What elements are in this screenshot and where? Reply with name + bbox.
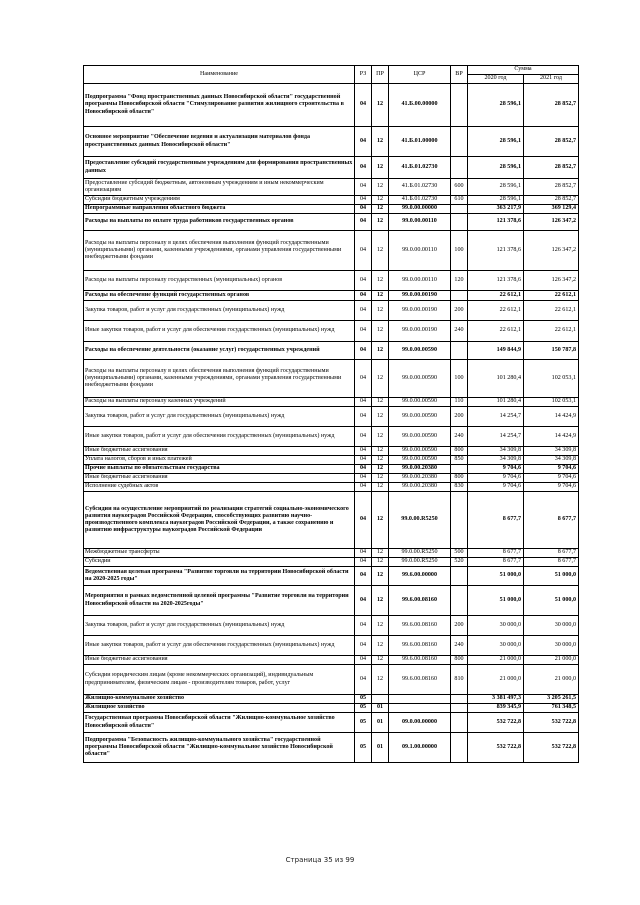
cell-csr: 99.0.00.00590 bbox=[389, 427, 451, 447]
cell-vr: 600 bbox=[451, 179, 468, 196]
cell-sum-2020: 34 309,8 bbox=[468, 456, 524, 465]
cell-rz: 04 bbox=[355, 84, 372, 127]
cell-sum-2020: 28 596,1 bbox=[468, 84, 524, 127]
cell-vr: 800 bbox=[451, 656, 468, 665]
cell-pr: 12 bbox=[372, 205, 389, 214]
table-row bbox=[84, 127, 579, 157]
cell-name: Исполнение судебных актов bbox=[84, 483, 355, 492]
cell-sum-2021: 102 053,1 bbox=[524, 360, 579, 398]
cell-name: Иные закупки товаров, работ и услуг для обеспечения государственных (муниципальных) нужд bbox=[84, 427, 355, 447]
cell-pr: 12 bbox=[372, 179, 389, 196]
table-row bbox=[84, 492, 579, 549]
cell-name: Прочие выплаты по обязательствам государства bbox=[84, 465, 355, 474]
cell-sum-2020: 28 596,1 bbox=[468, 179, 524, 196]
cell-pr: 12 bbox=[372, 321, 389, 342]
cell-name: Иные закупки товаров, работ и услуг для обеспечения государственных (муниципальных) нужд bbox=[84, 636, 355, 656]
cell-sum-2021: 532 722,8 bbox=[524, 733, 579, 763]
cell-csr: 99.0.00.00590 bbox=[389, 398, 451, 407]
table-row bbox=[84, 586, 579, 616]
cell-rz: 04 bbox=[355, 465, 372, 474]
cell-name: Уплата налогов, сборов и иных платежей bbox=[84, 456, 355, 465]
cell-sum-2021: 102 053,1 bbox=[524, 398, 579, 407]
cell-rz: 04 bbox=[355, 656, 372, 665]
cell-sum-2021: 30 000,0 bbox=[524, 636, 579, 656]
cell-csr: 99.0.00.00110 bbox=[389, 231, 451, 271]
header-sum: Сумма bbox=[468, 66, 579, 75]
cell-sum-2020: 3 381 497,3 bbox=[468, 695, 524, 704]
page-footer: Страница 35 из 99 bbox=[285, 856, 355, 864]
table-row bbox=[84, 427, 579, 447]
header-pr: ПР bbox=[372, 66, 389, 84]
cell-vr bbox=[451, 465, 468, 474]
cell-sum-2021: 28 852,7 bbox=[524, 157, 579, 179]
cell-name: Расходы на выплаты персоналу государственных (муниципальных) органов bbox=[84, 271, 355, 291]
cell-vr bbox=[451, 695, 468, 704]
cell-vr: 200 bbox=[451, 301, 468, 321]
cell-csr: 41.Б.01.02730 bbox=[389, 157, 451, 179]
cell-pr: 12 bbox=[372, 465, 389, 474]
cell-name: Закупка товаров, работ и услуг для государственных (муниципальных) нужд bbox=[84, 616, 355, 636]
cell-csr: 99.0.00.20380 bbox=[389, 483, 451, 492]
cell-csr: 99.0.00.20380 bbox=[389, 465, 451, 474]
cell-csr: 99.6.00.08160 bbox=[389, 616, 451, 636]
cell-rz: 04 bbox=[355, 427, 372, 447]
cell-sum-2021: 9 704,6 bbox=[524, 483, 579, 492]
cell-pr: 12 bbox=[372, 447, 389, 456]
table-row bbox=[84, 665, 579, 695]
cell-rz: 05 bbox=[355, 695, 372, 704]
cell-sum-2021: 21 000,0 bbox=[524, 665, 579, 695]
cell-csr: 99.0.00.00590 bbox=[389, 360, 451, 398]
cell-sum-2021: 369 129,4 bbox=[524, 205, 579, 214]
cell-sum-2020: 839 345,9 bbox=[468, 704, 524, 713]
cell-name: Жилищное хозяйство bbox=[84, 704, 355, 713]
table-row bbox=[84, 567, 579, 586]
cell-pr: 12 bbox=[372, 196, 389, 205]
cell-pr: 12 bbox=[372, 127, 389, 157]
table-row bbox=[84, 271, 579, 291]
cell-sum-2021: 8 677,7 bbox=[524, 549, 579, 558]
table-row bbox=[84, 291, 579, 301]
table-row bbox=[84, 549, 579, 558]
cell-sum-2021: 126 347,2 bbox=[524, 271, 579, 291]
cell-sum-2020: 51 000,0 bbox=[468, 586, 524, 616]
cell-rz: 04 bbox=[355, 549, 372, 558]
cell-name: Субсидии bbox=[84, 558, 355, 567]
cell-vr: 200 bbox=[451, 616, 468, 636]
cell-rz: 04 bbox=[355, 558, 372, 567]
cell-sum-2021: 28 852,7 bbox=[524, 196, 579, 205]
cell-vr: 500 bbox=[451, 549, 468, 558]
cell-sum-2021: 14 424,9 bbox=[524, 427, 579, 447]
cell-csr: 99.0.00.00190 bbox=[389, 301, 451, 321]
cell-sum-2021: 21 000,0 bbox=[524, 656, 579, 665]
cell-pr: 12 bbox=[372, 558, 389, 567]
cell-name: Подпрограмма "Безопасность жилищно-коммунального хозяйства" государственной программы Новосибирской области "Жилищно-коммунальное хозяйство Новосибирской области" bbox=[84, 733, 355, 763]
cell-csr: 41.Б.01.02730 bbox=[389, 179, 451, 196]
cell-pr: 12 bbox=[372, 474, 389, 483]
cell-vr: 110 bbox=[451, 398, 468, 407]
cell-csr: 99.6.00.00000 bbox=[389, 567, 451, 586]
cell-vr bbox=[451, 84, 468, 127]
table-row bbox=[84, 456, 579, 465]
cell-pr: 12 bbox=[372, 636, 389, 656]
cell-sum-2020: 101 280,4 bbox=[468, 360, 524, 398]
cell-csr: 99.6.00.08160 bbox=[389, 636, 451, 656]
cell-rz: 04 bbox=[355, 301, 372, 321]
cell-pr: 12 bbox=[372, 586, 389, 616]
cell-sum-2021: 14 424,9 bbox=[524, 407, 579, 427]
table-row bbox=[84, 157, 579, 179]
cell-name: Иные бюджетные ассигнования bbox=[84, 447, 355, 456]
cell-name: Закупка товаров, работ и услуг для государственных (муниципальных) нужд bbox=[84, 407, 355, 427]
cell-sum-2020: 14 254,7 bbox=[468, 407, 524, 427]
cell-sum-2021: 3 205 261,5 bbox=[524, 695, 579, 704]
cell-sum-2020: 8 677,7 bbox=[468, 558, 524, 567]
header-year-2020: 2020 год bbox=[468, 75, 524, 84]
cell-sum-2021: 28 852,7 bbox=[524, 127, 579, 157]
table-row bbox=[84, 636, 579, 656]
cell-sum-2021: 34 309,8 bbox=[524, 456, 579, 465]
cell-name: Расходы на выплаты персоналу казенных учреждений bbox=[84, 398, 355, 407]
table-row bbox=[84, 558, 579, 567]
cell-csr: 99.0.00.00190 bbox=[389, 321, 451, 342]
cell-pr: 12 bbox=[372, 342, 389, 360]
cell-pr: 12 bbox=[372, 301, 389, 321]
cell-name: Иные закупки товаров, работ и услуг для обеспечения государственных (муниципальных) нужд bbox=[84, 321, 355, 342]
cell-sum-2020: 9 704,6 bbox=[468, 465, 524, 474]
table-row bbox=[84, 704, 579, 713]
cell-vr: 610 bbox=[451, 196, 468, 205]
cell-pr: 12 bbox=[372, 656, 389, 665]
cell-name: Основное мероприятие "Обеспечение ведения и актуализации материалов фонда пространственных данных Новосибирской области" bbox=[84, 127, 355, 157]
cell-csr: 41.Б.01.02730 bbox=[389, 196, 451, 205]
cell-pr bbox=[372, 695, 389, 704]
cell-vr bbox=[451, 291, 468, 301]
cell-name: Государственная программа Новосибирской области "Жилищно-коммунальное хозяйство Новосибирской области" bbox=[84, 713, 355, 733]
cell-csr: 99.0.00.20380 bbox=[389, 474, 451, 483]
cell-rz: 04 bbox=[355, 567, 372, 586]
table-row bbox=[84, 713, 579, 733]
table-header bbox=[84, 66, 579, 84]
table-row bbox=[84, 447, 579, 456]
header-vr: ВР bbox=[451, 66, 468, 84]
cell-vr: 240 bbox=[451, 636, 468, 656]
cell-sum-2021: 126 347,2 bbox=[524, 231, 579, 271]
cell-pr: 12 bbox=[372, 407, 389, 427]
cell-sum-2020: 28 596,1 bbox=[468, 157, 524, 179]
cell-csr: 99.6.00.08160 bbox=[389, 665, 451, 695]
cell-rz: 04 bbox=[355, 447, 372, 456]
cell-csr: 99.0.00.00000 bbox=[389, 205, 451, 214]
cell-csr: 99.0.00.R5250 bbox=[389, 549, 451, 558]
cell-name: Расходы на выплаты по оплате труда работников государственных органов bbox=[84, 214, 355, 231]
cell-pr: 12 bbox=[372, 616, 389, 636]
cell-pr: 12 bbox=[372, 549, 389, 558]
cell-sum-2021: 150 787,8 bbox=[524, 342, 579, 360]
cell-sum-2021: 28 852,7 bbox=[524, 179, 579, 196]
cell-csr: 99.6.00.08160 bbox=[389, 586, 451, 616]
table-row bbox=[84, 695, 579, 704]
table-row bbox=[84, 205, 579, 214]
cell-rz: 04 bbox=[355, 179, 372, 196]
cell-vr bbox=[451, 127, 468, 157]
cell-name: Иные бюджетные ассигнования bbox=[84, 656, 355, 665]
cell-sum-2020: 22 612,1 bbox=[468, 321, 524, 342]
cell-sum-2020: 363 217,9 bbox=[468, 205, 524, 214]
table-row bbox=[84, 301, 579, 321]
table-row bbox=[84, 474, 579, 483]
cell-rz: 05 bbox=[355, 713, 372, 733]
table-row bbox=[84, 321, 579, 342]
cell-rz: 04 bbox=[355, 636, 372, 656]
cell-name: Ведомственная целевая программа "Развитие торговли на территории Новосибирской области на 2020-2025 годы" bbox=[84, 567, 355, 586]
cell-vr: 240 bbox=[451, 321, 468, 342]
cell-sum-2020: 532 722,8 bbox=[468, 713, 524, 733]
cell-name: Межбюджетные трансферты bbox=[84, 549, 355, 558]
cell-pr: 01 bbox=[372, 733, 389, 763]
cell-sum-2021: 532 722,8 bbox=[524, 713, 579, 733]
header-year-2021: 2021 год bbox=[524, 75, 579, 84]
cell-vr: 120 bbox=[451, 271, 468, 291]
cell-sum-2020: 51 000,0 bbox=[468, 567, 524, 586]
cell-sum-2020: 121 378,6 bbox=[468, 214, 524, 231]
cell-sum-2020: 21 000,0 bbox=[468, 665, 524, 695]
table-row bbox=[84, 342, 579, 360]
cell-pr: 12 bbox=[372, 483, 389, 492]
table-row bbox=[84, 196, 579, 205]
cell-name: Иные бюджетные ассигнования bbox=[84, 474, 355, 483]
cell-rz: 04 bbox=[355, 456, 372, 465]
cell-rz: 04 bbox=[355, 214, 372, 231]
cell-sum-2020: 22 612,1 bbox=[468, 291, 524, 301]
cell-vr: 240 bbox=[451, 427, 468, 447]
cell-pr: 12 bbox=[372, 427, 389, 447]
cell-csr: 41.Б.00.00000 bbox=[389, 84, 451, 127]
cell-rz: 04 bbox=[355, 616, 372, 636]
cell-name: Расходы на выплаты персоналу в целях обеспечения выполнения функций государственными (муниципальными) органами, казенными учреждениями, органами управления государственными внебюджетными фондами bbox=[84, 360, 355, 398]
cell-sum-2020: 30 000,0 bbox=[468, 636, 524, 656]
cell-sum-2021: 126 347,2 bbox=[524, 214, 579, 231]
table-row bbox=[84, 407, 579, 427]
cell-rz: 05 bbox=[355, 733, 372, 763]
header-rz: РЗ bbox=[355, 66, 372, 84]
cell-sum-2020: 9 704,6 bbox=[468, 474, 524, 483]
cell-sum-2020: 9 704,6 bbox=[468, 483, 524, 492]
cell-sum-2021: 8 677,7 bbox=[524, 492, 579, 549]
cell-sum-2021: 9 704,6 bbox=[524, 465, 579, 474]
cell-pr: 12 bbox=[372, 567, 389, 586]
cell-sum-2021: 28 852,7 bbox=[524, 84, 579, 127]
cell-pr: 12 bbox=[372, 291, 389, 301]
cell-vr: 800 bbox=[451, 447, 468, 456]
cell-pr: 12 bbox=[372, 492, 389, 549]
cell-csr: 99.6.00.08160 bbox=[389, 656, 451, 665]
cell-vr: 520 bbox=[451, 558, 468, 567]
cell-name: Субсидии юридическим лицам (кроме некоммерческих организаций), индивидуальным предпринимателям, физическим лицам - производителям товаров, работ, услуг bbox=[84, 665, 355, 695]
cell-sum-2020: 14 254,7 bbox=[468, 427, 524, 447]
table-row bbox=[84, 398, 579, 407]
cell-pr: 01 bbox=[372, 713, 389, 733]
cell-pr: 12 bbox=[372, 214, 389, 231]
header-name: Наименование bbox=[84, 66, 355, 84]
cell-sum-2020: 8 677,7 bbox=[468, 492, 524, 549]
cell-csr: 99.0.00.R5250 bbox=[389, 558, 451, 567]
cell-sum-2021: 22 612,1 bbox=[524, 291, 579, 301]
cell-name: Расходы на обеспечение деятельности (оказание услуг) государственных учреждений bbox=[84, 342, 355, 360]
cell-csr: 99.0.00.00590 bbox=[389, 456, 451, 465]
cell-name: Субсидии на осуществление мероприятий по реализации стратегий социально-экономического развития наукоградов Российской Федерации, способствующих развитию научно-производственного комплекса наукоградов Российской Федерации, а также сохранению и развитию инфраструктуры наукоградов Российской Федерации bbox=[84, 492, 355, 549]
cell-rz: 04 bbox=[355, 291, 372, 301]
cell-pr: 12 bbox=[372, 231, 389, 271]
cell-sum-2020: 21 000,0 bbox=[468, 656, 524, 665]
cell-pr: 12 bbox=[372, 360, 389, 398]
cell-csr: 99.0.00.00190 bbox=[389, 291, 451, 301]
table-row bbox=[84, 656, 579, 665]
table-row bbox=[84, 214, 579, 231]
cell-csr bbox=[389, 704, 451, 713]
cell-rz: 04 bbox=[355, 586, 372, 616]
cell-name: Подпрограмма "Фонд пространственных данных Новосибирской области" государственной программы Новосибирской области "Стимулирование развития жилищного строительства в Новосибирской области" bbox=[84, 84, 355, 127]
cell-name: Расходы на обеспечение функций государственных органов bbox=[84, 291, 355, 301]
cell-rz: 04 bbox=[355, 205, 372, 214]
header-csr: ЦСР bbox=[389, 66, 451, 84]
cell-name: Субсидии бюджетным учреждениям bbox=[84, 196, 355, 205]
cell-rz: 04 bbox=[355, 407, 372, 427]
cell-vr: 810 bbox=[451, 665, 468, 695]
cell-csr: 09.0.00.00000 bbox=[389, 713, 451, 733]
cell-vr bbox=[451, 205, 468, 214]
cell-sum-2021: 22 612,1 bbox=[524, 301, 579, 321]
cell-sum-2021: 22 612,1 bbox=[524, 321, 579, 342]
cell-rz: 04 bbox=[355, 492, 372, 549]
cell-vr: 200 bbox=[451, 407, 468, 427]
cell-pr: 12 bbox=[372, 665, 389, 695]
cell-vr bbox=[451, 342, 468, 360]
cell-rz: 04 bbox=[355, 342, 372, 360]
cell-rz: 04 bbox=[355, 360, 372, 398]
cell-csr: 99.0.00.00110 bbox=[389, 271, 451, 291]
cell-rz: 04 bbox=[355, 474, 372, 483]
cell-vr bbox=[451, 713, 468, 733]
cell-rz: 04 bbox=[355, 157, 372, 179]
cell-rz: 04 bbox=[355, 665, 372, 695]
table-row bbox=[84, 465, 579, 474]
cell-sum-2020: 28 596,1 bbox=[468, 127, 524, 157]
cell-pr: 12 bbox=[372, 84, 389, 127]
cell-rz: 04 bbox=[355, 321, 372, 342]
cell-sum-2021: 761 348,5 bbox=[524, 704, 579, 713]
cell-sum-2021: 51 000,0 bbox=[524, 567, 579, 586]
cell-vr bbox=[451, 492, 468, 549]
cell-csr: 09.1.00.00000 bbox=[389, 733, 451, 763]
cell-vr: 800 bbox=[451, 474, 468, 483]
cell-name: Мероприятия в рамках ведомственной целевой программы "Развитие торговли на территории Новосибирской области на 2020-2025годы" bbox=[84, 586, 355, 616]
cell-sum-2021: 8 677,7 bbox=[524, 558, 579, 567]
table-row bbox=[84, 733, 579, 763]
cell-rz: 04 bbox=[355, 483, 372, 492]
cell-sum-2020: 121 378,6 bbox=[468, 231, 524, 271]
cell-rz: 05 bbox=[355, 704, 372, 713]
cell-vr bbox=[451, 214, 468, 231]
cell-sum-2021: 34 309,8 bbox=[524, 447, 579, 456]
cell-rz: 04 bbox=[355, 271, 372, 291]
cell-csr: 99.0.00.00110 bbox=[389, 214, 451, 231]
cell-name: Расходы на выплаты персоналу в целях обеспечения выполнения функций государственными (муниципальными) органами, казенными учреждениями, органами управления государственными внебюджетными фондами bbox=[84, 231, 355, 271]
cell-rz: 04 bbox=[355, 231, 372, 271]
cell-sum-2020: 22 612,1 bbox=[468, 301, 524, 321]
cell-vr: 850 bbox=[451, 456, 468, 465]
cell-sum-2021: 51 000,0 bbox=[524, 586, 579, 616]
cell-name: Закупка товаров, работ и услуг для государственных (муниципальных) нужд bbox=[84, 301, 355, 321]
table-row bbox=[84, 483, 579, 492]
cell-vr: 830 bbox=[451, 483, 468, 492]
cell-name: Непрограммные направления областного бюджета bbox=[84, 205, 355, 214]
cell-sum-2020: 532 722,8 bbox=[468, 733, 524, 763]
cell-csr: 99.0.00.R5250 bbox=[389, 492, 451, 549]
cell-rz: 04 bbox=[355, 127, 372, 157]
cell-pr: 12 bbox=[372, 271, 389, 291]
table-row bbox=[84, 84, 579, 127]
table-row bbox=[84, 616, 579, 636]
cell-csr bbox=[389, 695, 451, 704]
cell-pr: 12 bbox=[372, 456, 389, 465]
cell-vr bbox=[451, 157, 468, 179]
cell-name: Предоставление субсидий бюджетным, автономным учреждениям и иным некоммерческим организациям bbox=[84, 179, 355, 196]
cell-sum-2020: 34 309,8 bbox=[468, 447, 524, 456]
budget-table bbox=[83, 65, 579, 763]
cell-sum-2020: 28 596,1 bbox=[468, 196, 524, 205]
cell-sum-2020: 149 844,9 bbox=[468, 342, 524, 360]
cell-csr: 99.0.00.00590 bbox=[389, 342, 451, 360]
cell-sum-2020: 30 000,0 bbox=[468, 616, 524, 636]
cell-pr: 12 bbox=[372, 157, 389, 179]
table-row bbox=[84, 179, 579, 196]
cell-sum-2020: 121 378,6 bbox=[468, 271, 524, 291]
cell-sum-2021: 30 000,0 bbox=[524, 616, 579, 636]
cell-vr bbox=[451, 567, 468, 586]
cell-name: Жилищно-коммунальное хозяйство bbox=[84, 695, 355, 704]
cell-vr bbox=[451, 704, 468, 713]
table-row bbox=[84, 360, 579, 398]
cell-vr: 100 bbox=[451, 360, 468, 398]
cell-vr bbox=[451, 586, 468, 616]
cell-csr: 99.0.00.00590 bbox=[389, 447, 451, 456]
cell-rz: 04 bbox=[355, 196, 372, 205]
table-body bbox=[84, 84, 579, 763]
cell-csr: 99.0.00.00590 bbox=[389, 407, 451, 427]
cell-sum-2020: 8 677,7 bbox=[468, 549, 524, 558]
cell-pr: 01 bbox=[372, 704, 389, 713]
table-row bbox=[84, 231, 579, 271]
cell-name: Предоставление субсидий государственным учреждениям для формирования пространственных данных bbox=[84, 157, 355, 179]
cell-sum-2020: 101 280,4 bbox=[468, 398, 524, 407]
cell-vr: 100 bbox=[451, 231, 468, 271]
cell-vr bbox=[451, 733, 468, 763]
cell-sum-2021: 9 704,6 bbox=[524, 474, 579, 483]
cell-csr: 41.Б.01.00000 bbox=[389, 127, 451, 157]
cell-rz: 04 bbox=[355, 398, 372, 407]
cell-pr: 12 bbox=[372, 398, 389, 407]
